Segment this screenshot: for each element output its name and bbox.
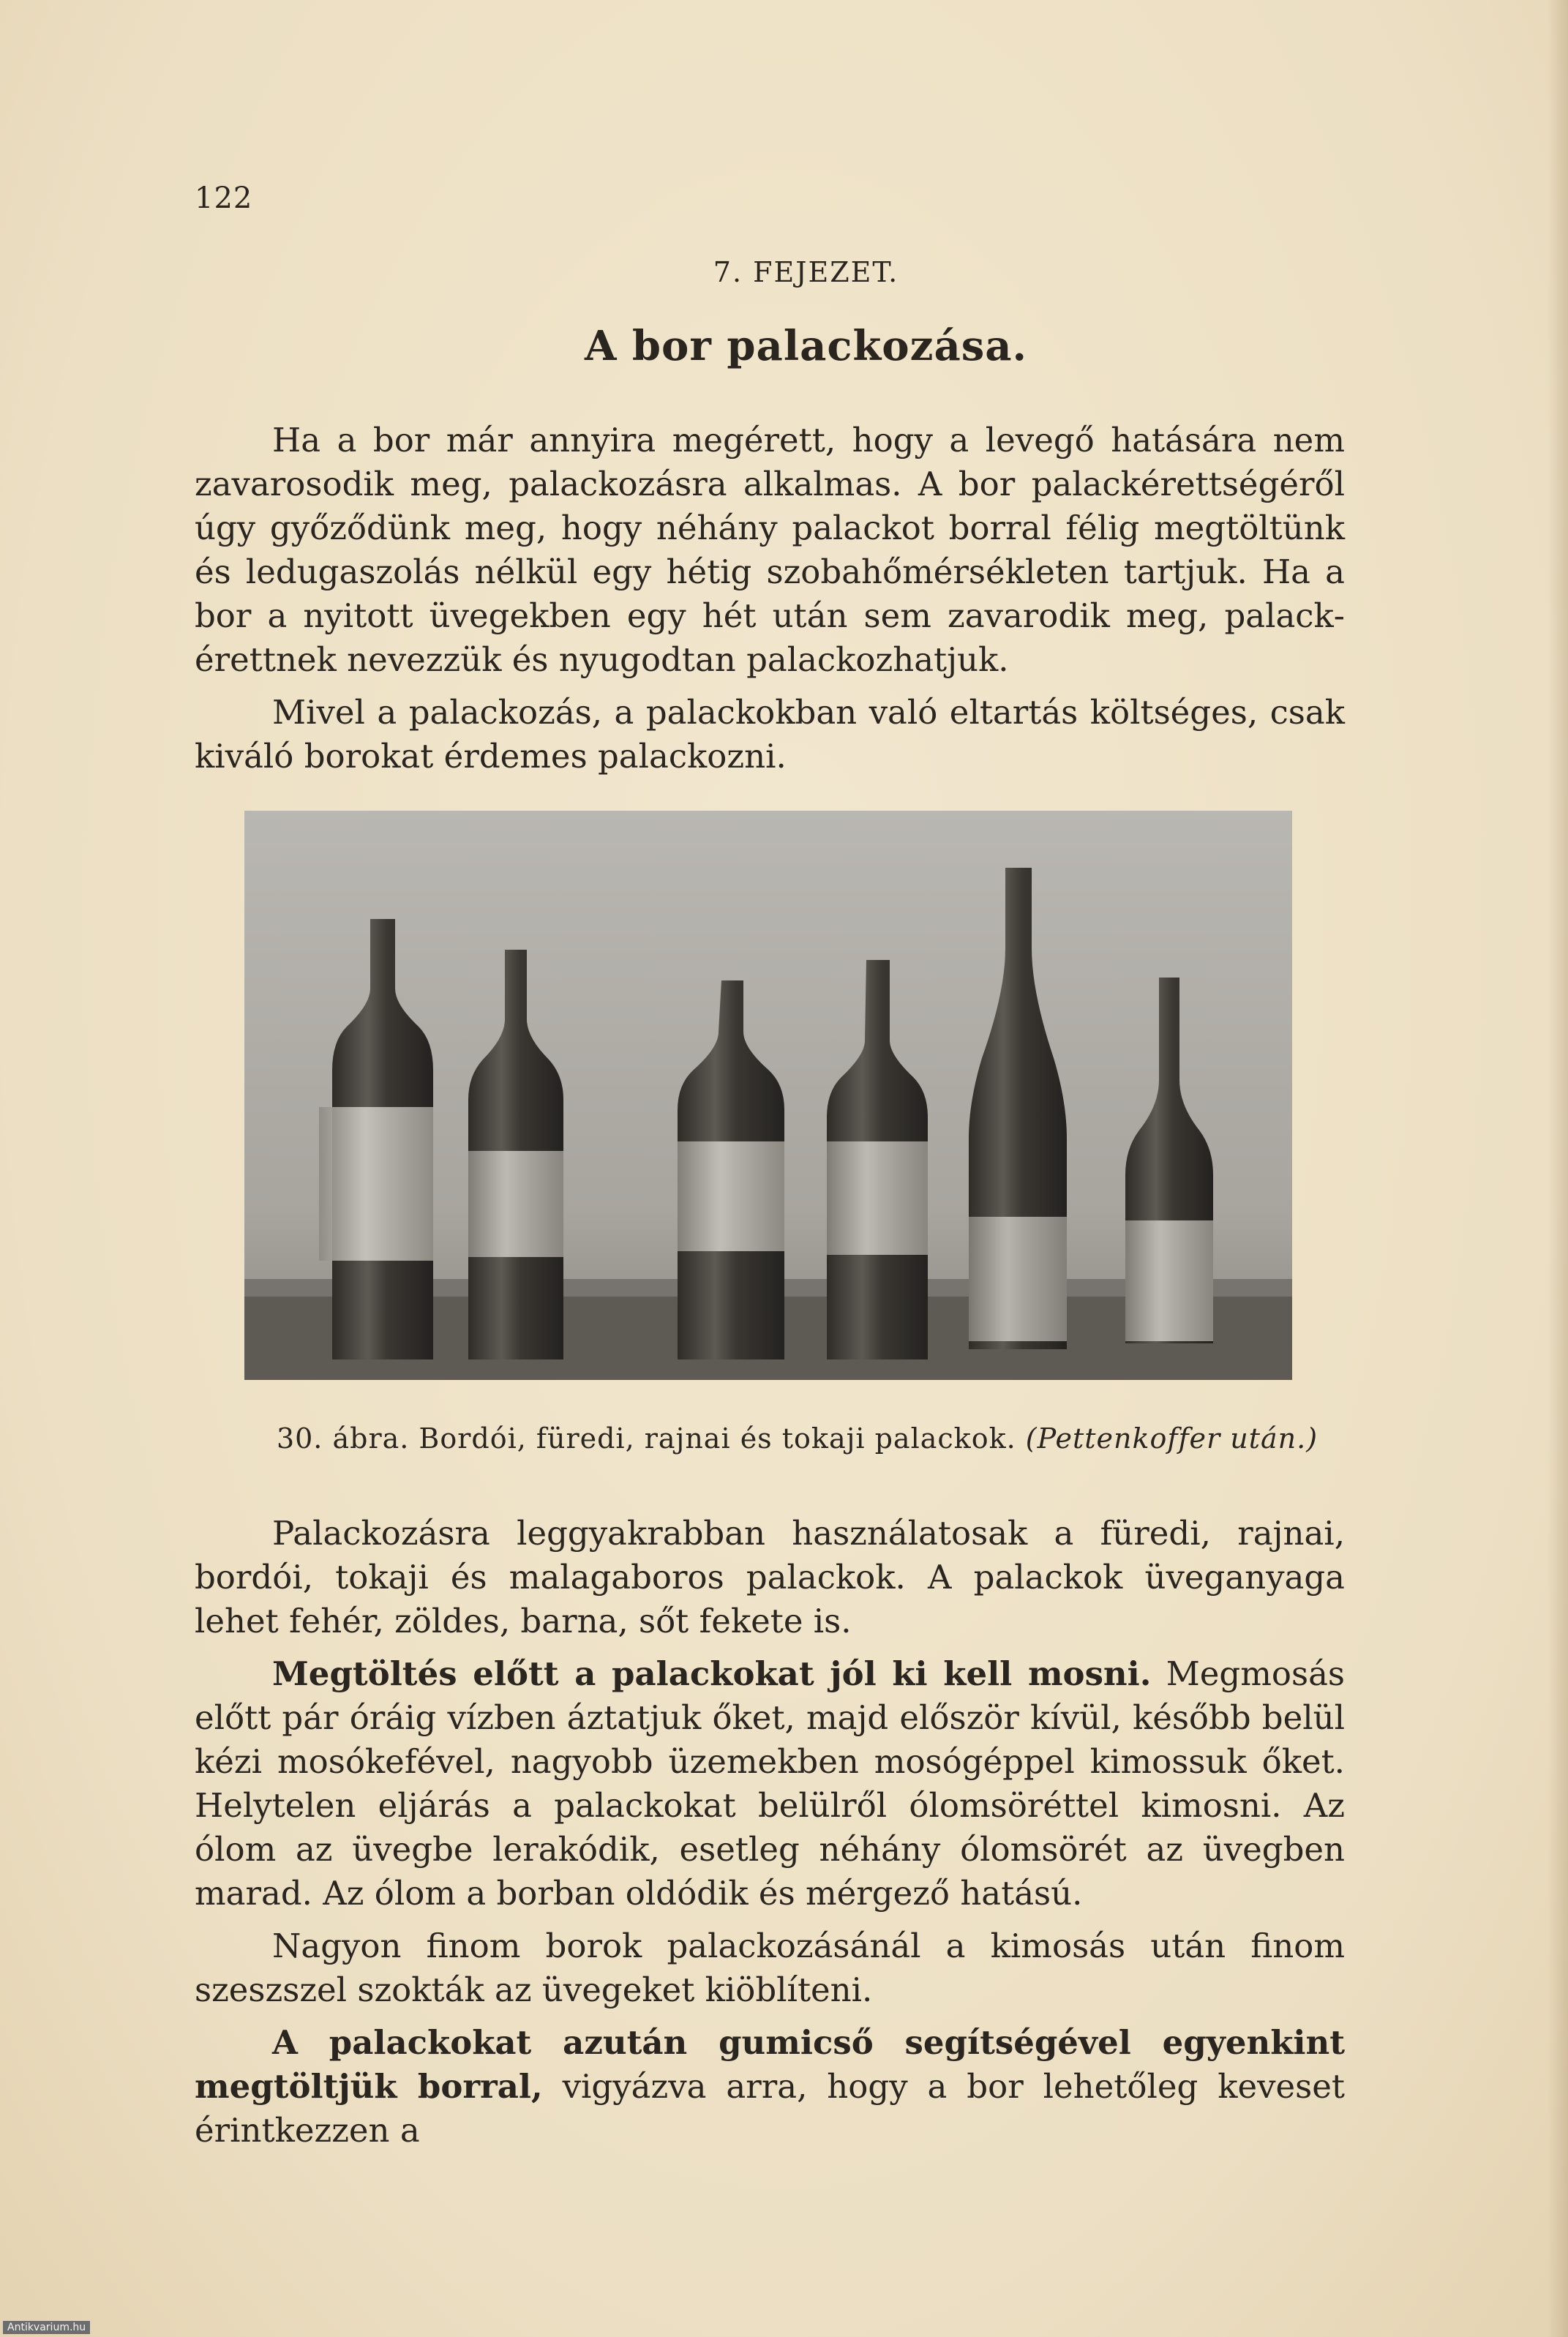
caption-source: (Pettenkoffer után.) bbox=[1025, 1422, 1318, 1455]
bold-phrase: A palackokat azután gumicső segítségével egyenkint megtöltjük borral, bbox=[195, 2023, 1345, 2106]
paragraph: Mivel a palackozás, a palackokban való eltartás költséges, csak kiváló borokat érdemes palackozni. bbox=[195, 693, 1345, 776]
paragraph-rest: vigyázva arra, hogy a bor lehetőleg keveset érintkezzen a bbox=[195, 2067, 1345, 2150]
chapter-label: 7. FEJEZET. bbox=[713, 256, 899, 288]
body-text bbox=[195, 1512, 1345, 2153]
intro-text bbox=[195, 419, 1345, 779]
paragraph: Palackozásra leggyakrabban használatosak a füredi, rajnai, bordói, tokaji és malagaboros palackok. A palackok üveganyaga lehet fehér, zöldes, barna, sőt fekete is. bbox=[195, 1514, 1345, 1640]
paragraph-rest: Megmosás előtt pár óráig vízben áztatjuk őket, majd először kívül, később belül kézi mosókefével, nagyobb üzemekben mosógéppel kimossuk őket. Helytelen eljárás a palackokat belülről ólomsöréttel kimosni. Az ólom az üvegbe lerakódik, esetleg néhány ólomsörét az üvegben marad. Az ólom a borban oldódik és mérgező hatású. bbox=[195, 1654, 1345, 1913]
paragraph bbox=[195, 1652, 1345, 1916]
paragraph bbox=[195, 2021, 1345, 2153]
bold-phrase: Megtöltés előtt a palackokat jól ki kell mosni. bbox=[272, 1654, 1152, 1693]
caption-main: 30. ábra. Bordói, füredi, rajnai és tokaji palackok. bbox=[276, 1422, 1016, 1455]
figure-caption bbox=[0, 1422, 1568, 1455]
watermark: Antikvarium.hu bbox=[3, 2321, 90, 2334]
page-number: 122 bbox=[195, 181, 253, 215]
chapter-title: A bor palackozása. bbox=[584, 322, 1028, 370]
paragraph: Ha a bor már annyira megérett, hogy a levegő hatására nem zavarosodik meg, palackozásra alkalmas. A bor palackérettségéről úgy győződünk meg, hogy néhány palackot borral félig megtöltünk és ledugaszolás nélkül egy hétig szobahőmérsékleten tartjuk. Ha a bor a nyitott üvegekben egy hét után sem zavarodik meg, palackérettnek nevezzük és nyugodtan palackozhatjuk. bbox=[195, 421, 1345, 679]
paragraph: Nagyon finom borok palackozásánál a kimosás után finom szeszszel szokták az üvegeket kiöblíteni. bbox=[195, 1927, 1345, 2009]
wine-bottles-photo-icon bbox=[244, 811, 1292, 1380]
